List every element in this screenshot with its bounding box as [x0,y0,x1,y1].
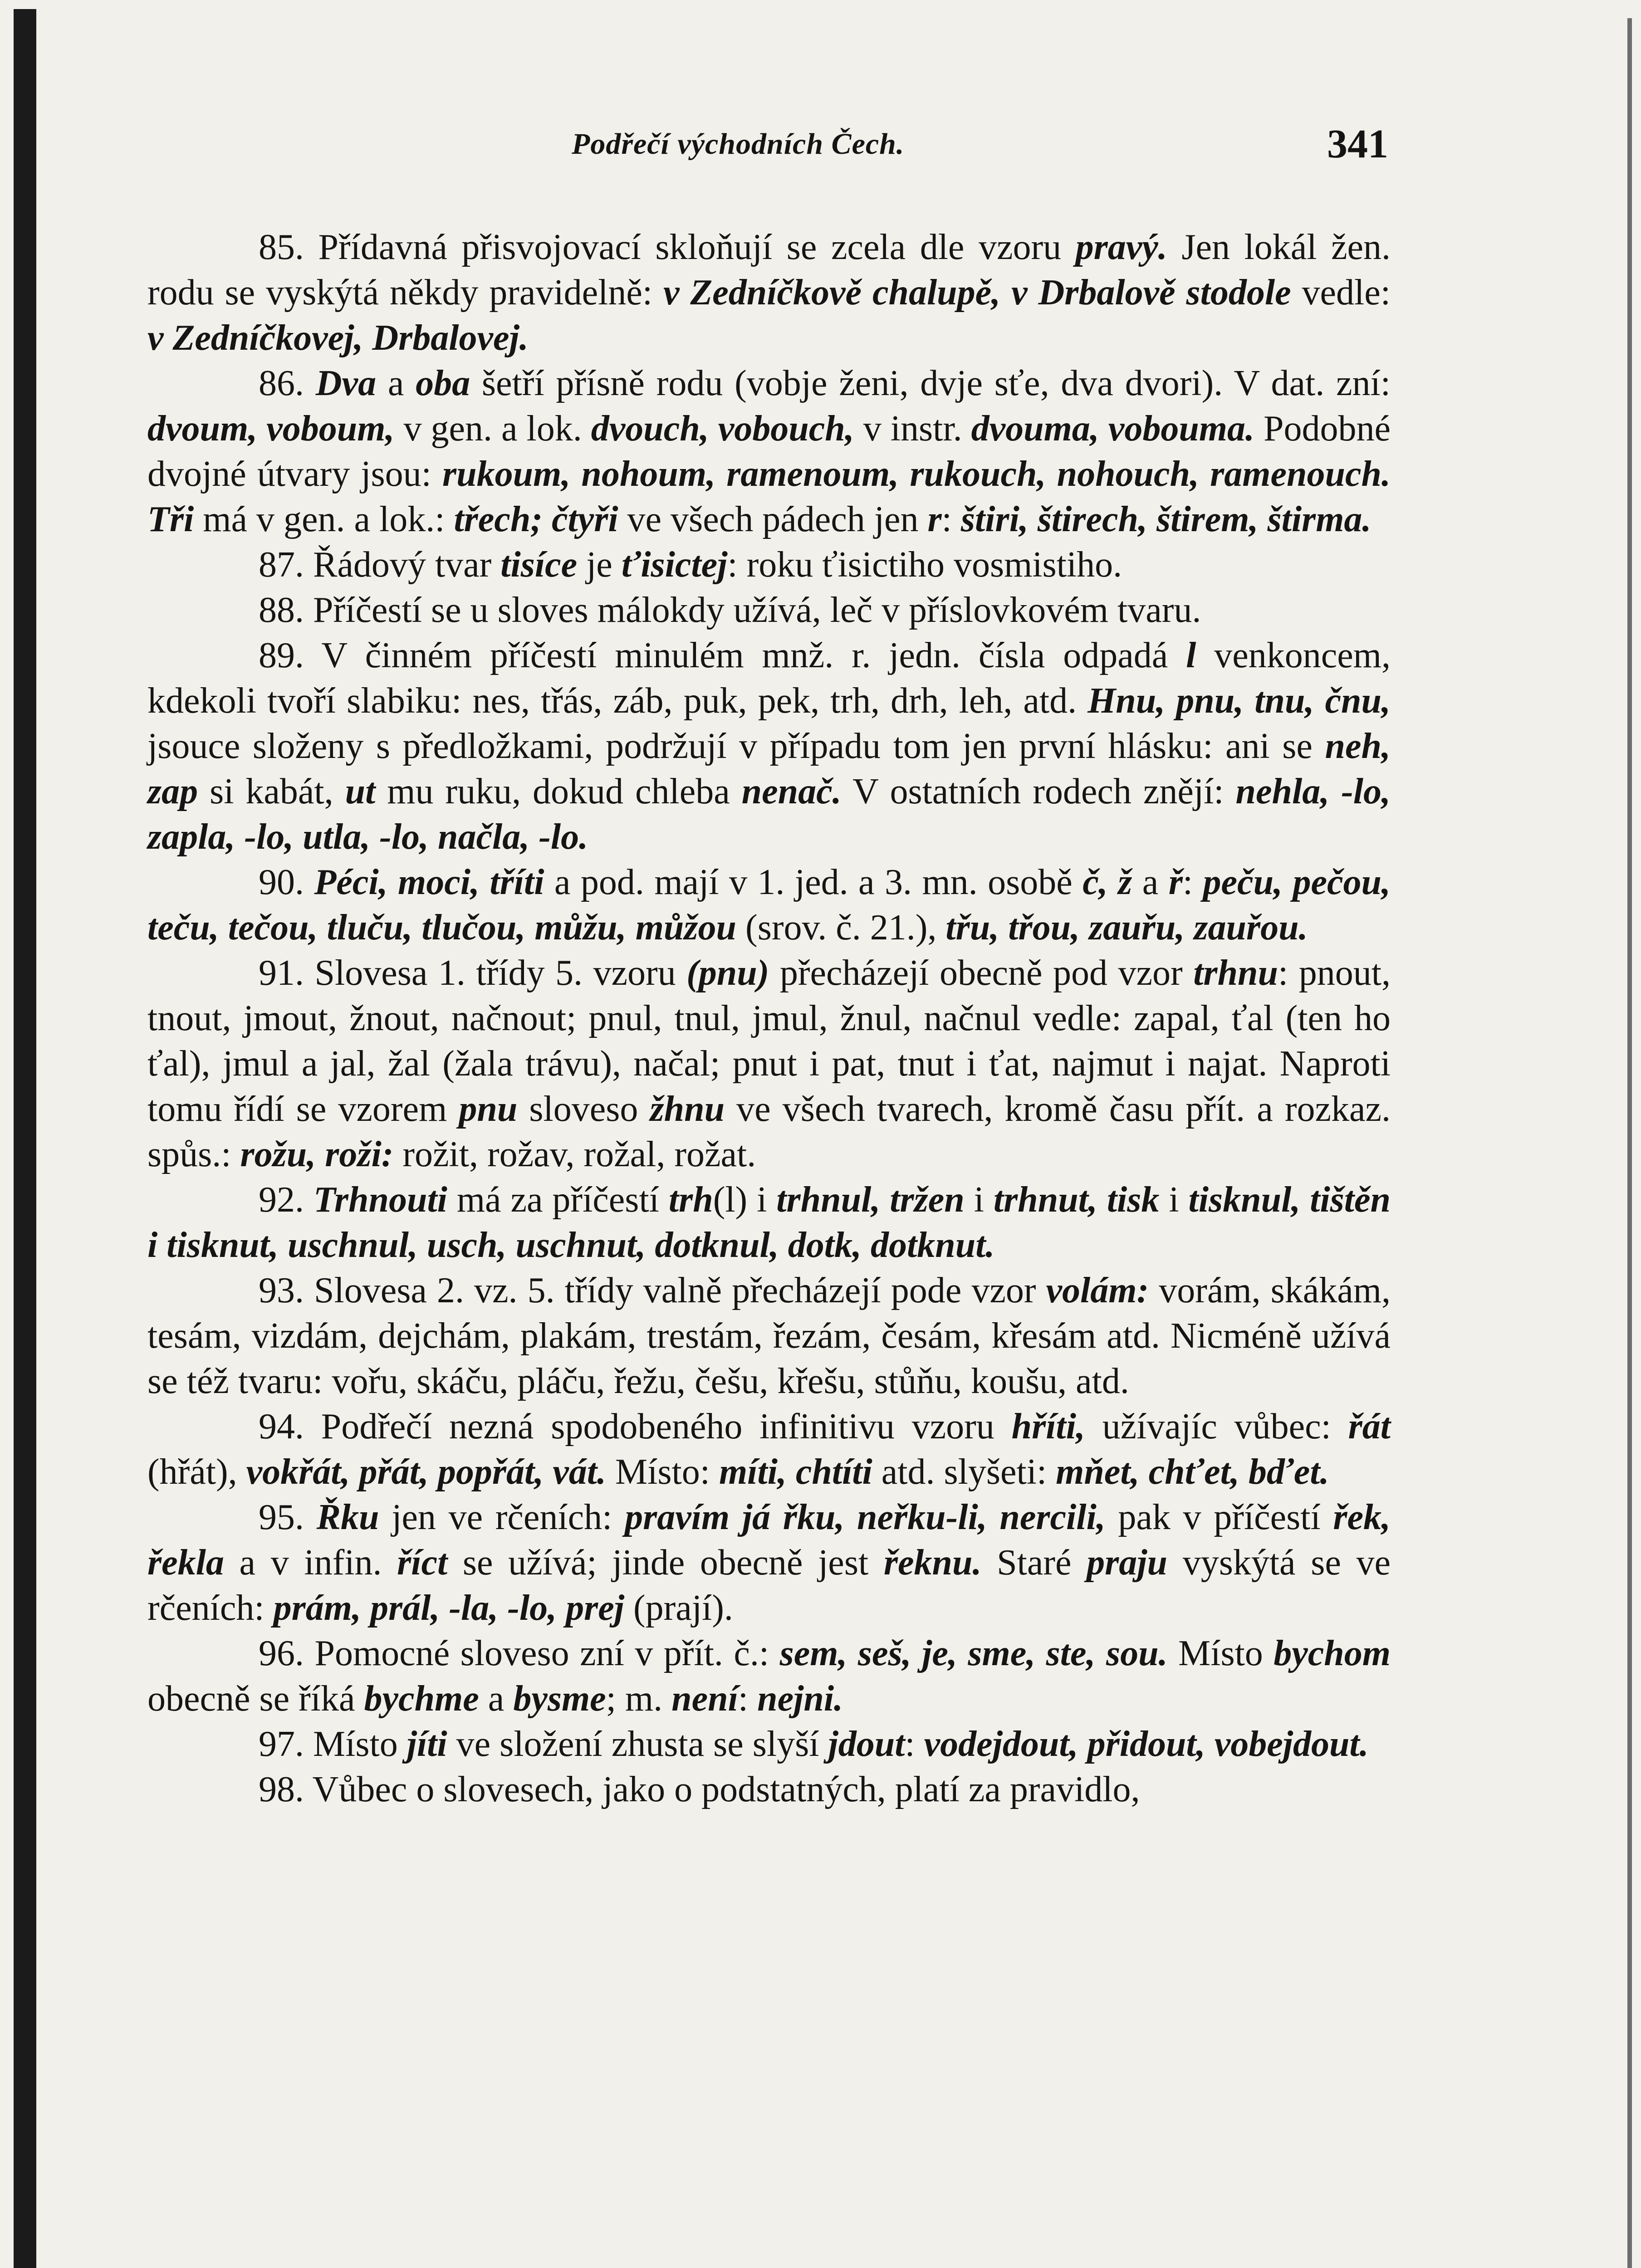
text-run: : pnout, tnout, jmout, žnout, načnout; pnul, tnul, jmul, žnul, načnul vedle: zapal, ťal (ten ho ťal), jmul a jal, žal (žala trávu), načal; pnut i pat, tnut i ťat, najmut i najat. Naproti tomu řídí se vzorem [147,953,1391,1129]
body-text [147,225,1391,1812]
text-run: Staré [981,1543,1087,1583]
text-run: rožit, rožav, rožal, rožat. [393,1134,756,1174]
page-number: 341 [1327,122,1388,166]
italic-run: říct [397,1543,448,1583]
text-run: Místo [1167,1633,1274,1673]
text-run: 90. [259,862,314,902]
italic-run: Trhnouti [313,1180,447,1220]
italic-run: třu, třou, zauřu, zauřou. [945,908,1308,948]
italic-run: dvoum, voboum, [147,409,395,449]
text-run: 92. [259,1180,314,1220]
italic-run: tisknul, tištěn i tisknut, uschnul, usch, uschnut, dotknul, dotk, dotknut. [147,1180,1391,1265]
italic-run: vokřát, přát, popřát, vát. [246,1452,606,1492]
text-run: 88. Příčestí se u sloves málokdy užívá, leč v příslovkovém tvaru. [259,590,1201,630]
text-run: : [941,499,961,539]
italic-run: v Zedníčkovej, Drbalovej. [147,318,529,358]
text-run: se užívá; jinde obecně jest [447,1543,884,1583]
text-run: 96. Pomocné sloveso zní v přít. č.: [259,1633,780,1673]
italic-run: Hnu, pnu, tnu, čnu, [1087,681,1391,721]
italic-run: jíti [407,1724,447,1764]
text-run: obecně se říká [147,1679,364,1719]
text-run: (hřát), [147,1452,246,1492]
text-run: 94. Podřečí nezná spodobeného infinitivu vzoru [259,1407,1012,1447]
paragraph [147,1721,1391,1767]
text-run: ve složení zhusta se slyší [447,1724,828,1764]
italic-run: rukoum, nohoum, ramenoum, rukouch, nohouch, ramenouch. [442,454,1391,494]
text-run: sloveso [517,1089,650,1129]
paragraph [147,361,1391,542]
paragraph [147,1767,1391,1812]
text-run: a v infin. [224,1543,397,1583]
text-run: 85. Přídavná přisvojovací skloňují se zcela dle vzoru [259,227,1076,267]
paragraph [147,1495,1391,1631]
italic-run: štiri, štirech, štirem, štirma. [960,499,1372,539]
italic-run: neh, [1325,726,1391,766]
running-header [150,118,1388,186]
italic-run: řek, řekla [147,1497,1391,1583]
text-run: má v gen. a lok.: [194,499,454,539]
italic-run: nenač. [741,772,842,811]
text-run: 93. Slovesa 2. vz. 5. třídy valně přecházejí pode vzor [259,1271,1046,1310]
italic-run: není [671,1679,738,1719]
italic-run: bychom [1274,1633,1391,1673]
text-run: si kabát, [198,772,345,811]
text-run: šetří přísně rodu (vobje ženi, dvje sťe, dva dvori). V dat. zní: [470,363,1391,403]
italic-run: v Zedníčkově chalupě, v Drbalově stodole [663,273,1291,313]
italic-run: nejni. [757,1679,843,1719]
text-run: i [964,1180,994,1220]
italic-run: prám, prál, -la, -lo, prej [273,1588,624,1628]
italic-run: praju [1087,1543,1168,1583]
text-run: venkoncem, kdekoli tvoří slabiku: nes, třás, záb, puk, pek, trh, drh, leh, atd. [147,635,1391,721]
italic-run: trhnul, tržen [776,1180,965,1220]
page-shadow-left [14,9,36,2268]
italic-run: trhnut, tisk [993,1180,1160,1220]
italic-run: zap [147,772,198,811]
text-run: jsouce složeny s předložkami, podržují v případu tom jen první hlásku: ani se [147,726,1325,766]
paragraph [147,1268,1391,1404]
italic-run: míti, chtíti [719,1452,872,1492]
text-run: atd. slyšeti: [872,1452,1056,1492]
text-run: v gen. a lok. [394,409,591,449]
text-run: : [905,1724,924,1764]
italic-run: jdout [828,1724,905,1764]
text-run: Podobné dvojné útvary jsou: [147,409,1391,494]
text-run: a pod. mají v 1. jed. a 3. mn. osobě [544,862,1083,902]
text-run: : [738,1679,758,1719]
text-run: 98. Vůbec o slovesech, jako o podstatných, platí za pravidlo, [259,1769,1140,1809]
paragraph [147,1404,1391,1495]
italic-run: řát [1348,1407,1391,1447]
text-run: je [577,545,622,585]
text-run: 89. V činném příčestí minulém mnž. r. jedn. čísla odpadá [259,635,1186,675]
italic-run: tisíce [500,545,578,585]
italic-run: nehla, -lo, zapla, -lo, utla, -lo, načla, -lo. [147,772,1391,857]
italic-run: l [1186,635,1196,675]
text-run: jen ve rčeních: [379,1497,625,1537]
text-run: (l) i [713,1180,777,1220]
italic-run: č, ž [1083,862,1132,902]
running-title: Podřečí východních Čech. [572,127,905,161]
text-run: pak v příčestí [1105,1497,1333,1537]
text-run: (srov. č. 21.), [736,908,946,948]
text-run: 86. [259,363,316,403]
italic-run: sem, seš, je, sme, ste, sou. [779,1633,1168,1673]
italic-run: ťisictej [621,545,728,585]
text-run: v instr. [854,409,971,449]
italic-run: ut [345,772,376,811]
text-run: 97. Místo [259,1724,407,1764]
italic-run: bychme [364,1679,479,1719]
italic-run: Řku [316,1497,379,1537]
text-run: a [376,363,416,403]
text-run: užívajíc vůbec: [1085,1407,1348,1447]
text-run: přecházejí obecně pod vzor [769,953,1194,993]
italic-run: pravý. [1075,227,1167,267]
italic-run: hříti, [1011,1407,1085,1447]
text-run: mu ruku, dokud chleba [375,772,742,811]
paragraph [147,1177,1391,1268]
paragraph [147,542,1391,587]
page-edge-right [1627,18,1632,2268]
italic-run: r [927,499,942,539]
italic-run: (pnu) [686,953,769,993]
italic-run: peču, pečou, teču, tečou, tluču, tlučou, můžu, můžou [147,862,1391,948]
paragraph [147,587,1391,633]
text-run: vorám, skákám, tesám, vizdám, dejchám, plakám, trestám, řezám, česám, křesám atd. Nicméně užívá se též tvaru: vořu, skáču, pláču, řežu, češu, křešu, stůňu, koušu, atd. [147,1271,1391,1401]
italic-run: bysme [513,1679,606,1719]
paragraph [147,860,1391,950]
italic-run: rožu, roži: [240,1134,394,1174]
text-run: 91. Slovesa 1. třídy 5. vzoru [259,953,687,993]
text-run: 95. [259,1497,317,1537]
paragraph [147,225,1391,361]
italic-run: Tři [147,499,194,539]
text-run: Místo: [606,1452,719,1492]
text-run: vyskýtá se ve rčeních: [147,1543,1391,1628]
text-run: Jen lokál žen. rodu se vyskýtá někdy pravidelně: [147,227,1391,313]
italic-run: žhnu [650,1089,725,1129]
paragraph [147,633,1391,860]
text-run: a [479,1679,514,1719]
italic-run: pravím já řku, neřku-li, nercili, [625,1497,1106,1537]
text-run: ve všech tvarech, kromě času přít. a rozkaz. spůs.: [147,1089,1391,1174]
italic-run: mňet, chťet, bďet. [1056,1452,1329,1492]
text-run: 87. Řádový tvar [259,545,501,585]
italic-run: Dva [315,363,377,403]
text-run: : roku ťisictiho vosmistiho. [727,545,1122,585]
italic-run: řeknu. [883,1543,982,1583]
italic-run: trhnu [1193,953,1279,993]
italic-run: oba [416,363,470,403]
text-run: ; m. [606,1679,672,1719]
italic-run: pnu [459,1089,518,1129]
italic-run: dvouma, vobouma. [971,409,1255,449]
italic-run: ř [1168,862,1183,902]
text-run: i [1159,1180,1189,1220]
paragraph [147,950,1391,1177]
italic-run: třech; čtyři [454,499,618,539]
italic-run: dvouch, vobouch, [591,409,854,449]
text-run: vedle: [1291,273,1391,313]
italic-run: trh [668,1180,713,1220]
paragraph [147,1631,1391,1721]
italic-run: Péci, moci, tříti [314,862,544,902]
text-run: : [1182,862,1203,902]
text-run: (prají). [624,1588,733,1628]
text-run: V ostatních rodech znějí: [841,772,1236,811]
text-run: a [1132,862,1169,902]
text-run: ve všech pádech jen [618,499,928,539]
italic-run: vodejdout, přidout, vobejdout. [924,1724,1369,1764]
italic-run: volám: [1046,1271,1149,1310]
text-run: má za příčestí [447,1180,669,1220]
